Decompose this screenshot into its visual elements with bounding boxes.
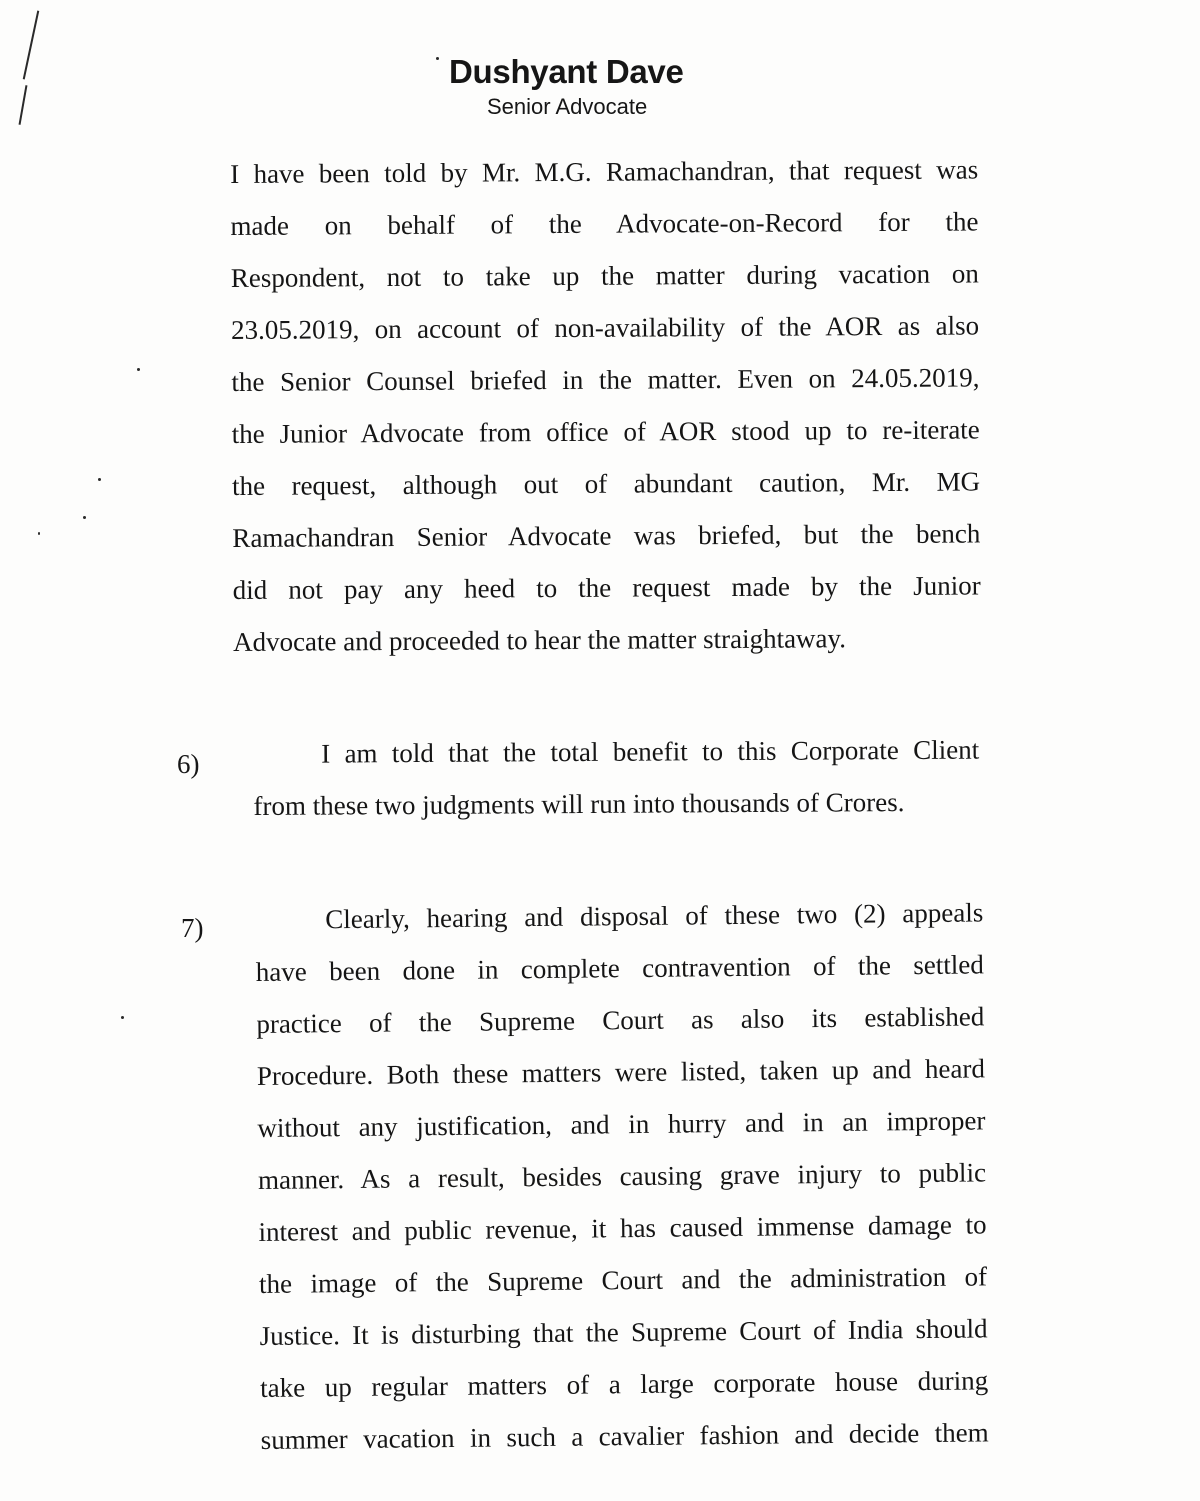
text-line: without any justification, and in hurry and in an improper — [257, 1105, 986, 1143]
scan-speck — [38, 532, 40, 535]
text-line: manner. As a result, besides causing grave injury to public — [257, 1157, 987, 1195]
text-line: I am told that the total benefit to this Corporate Client — [321, 734, 980, 769]
text-line: I have been told by Mr. M.G. Ramachandran, that request was — [230, 154, 979, 189]
text-line: Ramachandran Senior Advocate was briefed, but the bench — [232, 518, 981, 553]
scan-line-mark — [23, 11, 40, 80]
text-line: did not pay any heed to the request made by the Junior — [232, 570, 981, 605]
paragraph-number: 6) — [177, 749, 200, 779]
text-line: have been done in complete contravention of the settled — [255, 949, 984, 987]
text-line: summer vacation in such a cavalier fashion and decide them — [260, 1417, 989, 1455]
paragraph-number: 7) — [181, 913, 204, 943]
text-line: Respondent, not to take up the matter during vacation on — [230, 258, 979, 293]
paragraph-6 — [253, 724, 980, 832]
text-line: Procedure. Both these matters were listed, taken up and heard — [256, 1053, 986, 1091]
paragraph-7 — [255, 886, 989, 1466]
scan-speck — [436, 57, 439, 60]
text-line: 23.05.2019, on account of non-availability of the AOR as also — [231, 310, 980, 345]
text-line: the image of the Supreme Court and the administration of — [258, 1261, 988, 1299]
text-line: made on behalf of the Advocate-on-Record for the — [230, 206, 979, 241]
text-line: interest and public revenue, it has caused immense damage to — [258, 1209, 987, 1247]
text-line: the Junior Advocate from office of AOR stood up to re-iterate — [231, 414, 980, 449]
text-line: Justice. It is disturbing that the Supreme Court of India should — [259, 1313, 988, 1351]
text-line: take up regular matters of a large corporate house during — [260, 1365, 989, 1403]
text-line: practice of the Supreme Court as also its established — [256, 1001, 985, 1039]
scan-speck — [98, 478, 101, 481]
text-line: the Senior Counsel briefed in the matter. Even on 24.05.2019, — [231, 362, 980, 397]
continuation-paragraph — [230, 143, 981, 668]
text-line: Advocate and proceeded to hear the matter straightaway. — [232, 623, 847, 657]
scan-line-mark — [19, 85, 28, 125]
text-line: the request, although out of abundant caution, Mr. MG — [231, 466, 981, 501]
scan-speck — [83, 516, 86, 519]
letterhead-name: Dushyant Dave — [449, 53, 684, 90]
text-line: Clearly, hearing and disposal of these two (2) appeals — [325, 897, 984, 935]
scan-speck — [121, 1016, 124, 1019]
text-line: from these two judgments will run into thousands of Crores. — [253, 787, 905, 821]
letterhead-title: Senior Advocate — [487, 94, 648, 119]
scan-speck — [137, 368, 140, 371]
